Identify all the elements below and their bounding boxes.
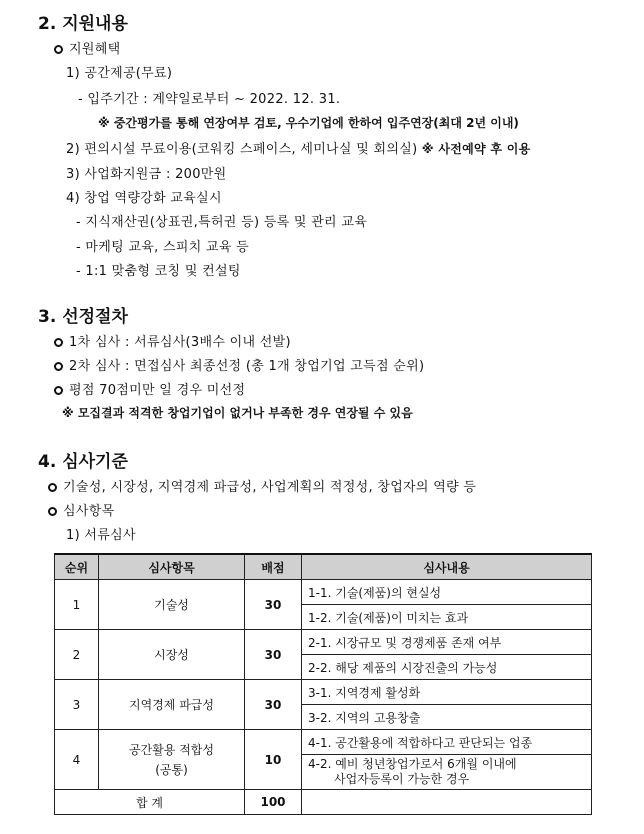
benefit-item-4: 4) 창업 역량강화 교육실시 xyxy=(66,191,222,206)
circle-bullet-icon xyxy=(54,45,63,54)
row-score: 30 xyxy=(245,630,302,680)
selection-step-2: 2차 심사 : 면접심사 최종선정 (총 1개 창업기업 고득점 순위) xyxy=(54,355,424,374)
row-score: 30 xyxy=(245,580,302,630)
header-contents: 심사내용 xyxy=(302,554,592,580)
table-row xyxy=(55,730,592,755)
row-rank: 1 xyxy=(55,580,99,630)
table-row xyxy=(55,580,592,605)
benefit-item-2-note: ※ 사전예약 후 이용 xyxy=(421,142,531,156)
total-label: 합 계 xyxy=(55,790,245,815)
row-rank: 2 xyxy=(55,630,99,680)
row-content: 2-1. 시장규모 및 경쟁제품 존재 여부 xyxy=(302,630,592,655)
row-score: 30 xyxy=(245,680,302,730)
header-rank: 순위 xyxy=(55,554,99,580)
row-score: 10 xyxy=(245,730,302,790)
circle-bullet-icon xyxy=(54,386,63,395)
row-item: 시장성 xyxy=(99,630,245,680)
criteria-2: 심사항목 xyxy=(48,500,114,519)
row-item: 공간활용 적합성 (공통) xyxy=(99,730,245,790)
row-rank: 3 xyxy=(55,680,99,730)
criteria-1: 기술성, 시장성, 지역경제 파급성, 사업계획의 적정성, 창업자의 역량 등 xyxy=(48,476,476,495)
section-2-title: 2. 지원내용 xyxy=(38,14,128,34)
benefit-item-1: 1) 공간제공(무료) xyxy=(66,66,173,81)
row-content: 3-1. 지역경제 활성화 xyxy=(302,680,592,705)
criteria-table xyxy=(54,553,592,815)
benefit-item-2: 2) 편의시설 무료이용(코워킹 스페이스, 세미나실 및 회의실) ※ 사전예약 후 이용 xyxy=(66,142,531,157)
row-content: 2-2. 해당 제품의 시장진출의 가능성 xyxy=(302,655,592,680)
table-row xyxy=(55,680,592,705)
selection-note: ※ 모집결과 적격한 창업기업이 없거나 부족한 경우 연장될 수 있음 xyxy=(62,406,413,420)
benefit-item-1-note: ※ 중간평가를 통해 연장여부 검토, 우수기업에 한하여 입주연장(최대 2년 이내) xyxy=(98,116,519,130)
header-score: 배점 xyxy=(245,554,302,580)
row-item: 기술성 xyxy=(99,580,245,630)
circle-bullet-icon xyxy=(48,483,57,492)
criteria-sub: 1) 서류심사 xyxy=(66,528,136,543)
row-content: 1-1. 기술(제품)의 현실성 xyxy=(302,580,592,605)
total-score: 100 xyxy=(245,790,302,815)
circle-bullet-icon xyxy=(48,507,57,516)
table-header-row xyxy=(55,554,592,580)
circle-bullet-icon xyxy=(54,362,63,371)
row-content: 4-2. 예비 청년창업가로서 6개월 이내에 사업자등록이 가능한 경우 xyxy=(302,755,592,790)
benefit-item-4-sub-2: - 마케팅 교육, 스피치 교육 등 xyxy=(76,240,250,255)
table-row xyxy=(55,630,592,655)
circle-bullet-icon xyxy=(54,338,63,347)
row-item: 지역경제 파급성 xyxy=(99,680,245,730)
row-content: 1-2. 기술(제품)이 미치는 효과 xyxy=(302,605,592,630)
selection-step-3: 평점 70점미만 일 경우 미선정 xyxy=(54,379,245,398)
section-4-title: 4. 심사기준 xyxy=(38,452,128,472)
row-content: 3-2. 지역의 고용창출 xyxy=(302,705,592,730)
header-item: 심사항목 xyxy=(99,554,245,580)
benefit-item-3: 3) 사업화지원금 : 200만원 xyxy=(66,167,227,182)
row-content: 4-1. 공간활용에 적합하다고 판단되는 업종 xyxy=(302,730,592,755)
row-rank: 4 xyxy=(55,730,99,790)
benefit-item-1-sub: - 입주기간 : 계약일로부터 ~ 2022. 12. 31. xyxy=(78,92,341,107)
total-empty xyxy=(302,790,592,815)
table-total-row xyxy=(55,790,592,815)
selection-step-1: 1차 심사 : 서류심사(3배수 이내 선발) xyxy=(54,331,291,350)
section-3-title: 3. 선정절차 xyxy=(38,307,128,327)
benefit-item-4-sub-1: - 지식재산권(상표권,특허권 등) 등록 및 관리 교육 xyxy=(76,215,368,230)
benefit-heading: 지원혜택 xyxy=(54,38,120,57)
benefit-item-4-sub-3: - 1:1 맞춤형 코칭 및 컨설팅 xyxy=(76,264,241,279)
